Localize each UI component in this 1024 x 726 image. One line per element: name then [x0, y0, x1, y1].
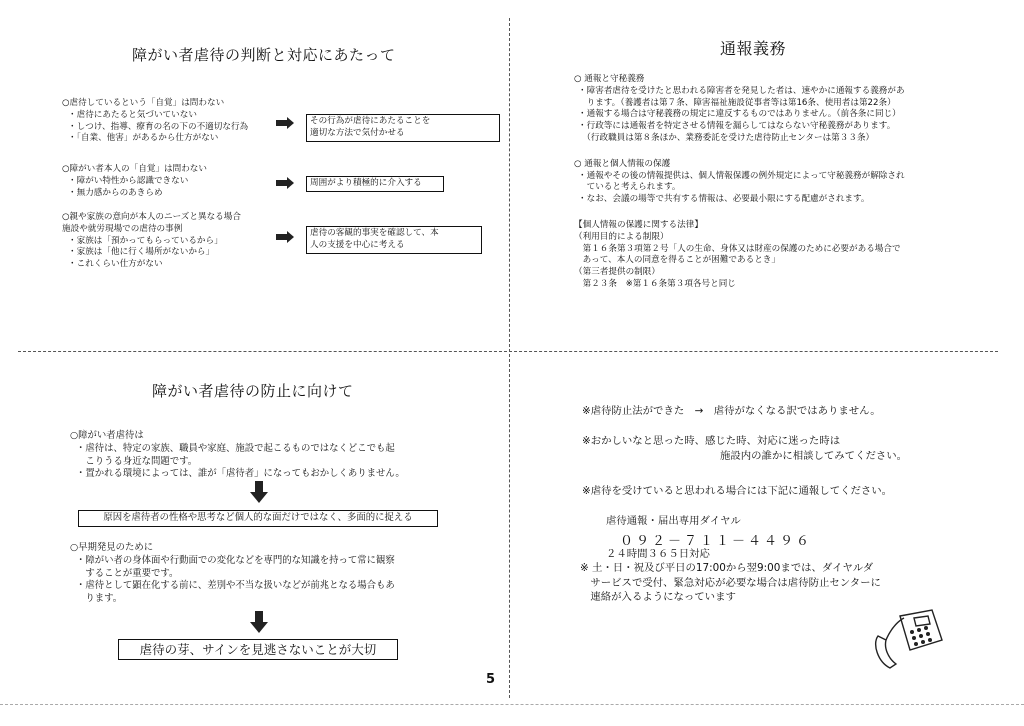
- service-hours: ２４時間３６５日対応: [606, 548, 710, 560]
- q1-s2-bullet: ・障がい特性から認識できない: [68, 175, 189, 186]
- q1-s3-line: 施設や就労現場での虐待の事例: [62, 223, 183, 234]
- q1-s3-bullet: ・家族は「預かってもらっているから」: [68, 235, 223, 246]
- q1-s1-bullet: ・「自業、他害」があるから仕方がない: [68, 133, 219, 144]
- right-arrow-icon: [276, 231, 294, 243]
- q2-line: 第１６条第３項第２号「人の生命、身体又は財産の保護のために必要がある場合で: [574, 243, 901, 254]
- q4-note-4-line: ※ 土・日・祝及び平日の17:00から翌9:00までは、ダイヤルダ: [580, 562, 874, 574]
- q2-body: [574, 74, 999, 291]
- q1-s2-head: ○障がい者本人の「自覚」は問わない: [62, 164, 207, 174]
- q4-note-2a: ※おかしいなと思った時、感じた時、対応に迷った時は: [582, 435, 841, 447]
- q1-s2-bullet: ・無力感からのあきらめ: [68, 187, 163, 198]
- q3-s2-line: ります。: [76, 593, 123, 605]
- q2-line: ・通報やその後の情報提供は、個人情報保護の例外規定によって守秘義務が解除され: [578, 170, 905, 181]
- q1-box-3: [306, 226, 482, 254]
- q4-note-4-line: 連絡が入るようになっています: [580, 591, 736, 603]
- q1-box-2: [306, 176, 444, 192]
- q1-box-2-line: 周囲がより積極的に介入する: [310, 178, 422, 188]
- q3-title: 障がい者虐待の防止に向けて: [152, 382, 354, 400]
- bottom-rule: [0, 704, 1024, 705]
- q1-box-3-line: 人の支援を中心に考える: [310, 239, 405, 250]
- horizontal-divider: [18, 351, 998, 352]
- q2-line: 第２３条 ※第１６条第３項各号と同じ: [574, 278, 736, 289]
- q1-s3-bullet: ・家族は「他に行く場所がないから」: [68, 247, 215, 258]
- q2-line: ります。（養護者は第７条、障害福祉施設従事者等は第16条、使用者は第22条）: [578, 97, 896, 108]
- q3-s2-line: することが重要です。: [76, 567, 179, 579]
- q2-line: ・障害者虐待を受けたと思われる障害者を発見した者は、速やかに通報する義務があ: [578, 85, 905, 96]
- q1-box-1: [306, 114, 500, 142]
- telephone-icon: [870, 606, 944, 670]
- q1-title: 障がい者虐待の判断と対応にあたって: [132, 46, 396, 64]
- q1-s1-bullet: ・しつけ、指導、療育の名の下の不適切な行為: [68, 121, 249, 132]
- q2-line: （利用目的による制限）: [574, 231, 669, 242]
- vertical-divider: [509, 18, 510, 698]
- q1-section-3: [62, 212, 241, 271]
- q2-line: ていると考えられます。: [578, 182, 681, 193]
- q1-box-1-line: 適切な方法で気付かせる: [310, 127, 405, 138]
- q4-note-2b: 施設内の誰かに相談してみてください。: [720, 450, 908, 462]
- q2-line: ・なお、会議の場等で共有する情報は、必要最小限にする配慮がされます。: [578, 194, 870, 205]
- q1-box-3-line: 虐待の客観的事実を確認して、本: [310, 228, 439, 238]
- q2-line: あって、本人の同意を得ることが困難であるとき」: [574, 255, 780, 266]
- q3-s2-line: ・虐待として顕在化する前に、差別や不当な扱いなどが前兆となる場合もあ: [76, 580, 395, 592]
- page-number: 5: [486, 672, 496, 687]
- q2-line: （行政職員は第８条ほか、業務委託を受けた虐待防止センターは第３３条）: [578, 132, 875, 143]
- q3-s2-line: ○早期発見のために: [70, 542, 154, 553]
- down-arrow-icon: [250, 611, 268, 633]
- q2-line: ○ 通報と個人情報の保護: [574, 158, 671, 169]
- right-arrow-icon: [276, 177, 294, 189]
- q3-box-1: 原因を虐待者の性格や思考など個人的な面だけではなく、多面的に捉える: [78, 510, 438, 527]
- q3-s1-line: こりうる身近な問題です。: [76, 455, 198, 467]
- q3-s1-line: ・虐待は、特定の家族、職員や家庭、施設で起こるものではなくどこでも起: [76, 442, 395, 454]
- q4-note-1: ※虐待防止法ができた → 虐待がなくなる訳ではありません。: [582, 405, 881, 417]
- q4-note-3: ※虐待を受けていると思われる場合には下記に通報してください。: [582, 485, 893, 497]
- q3-box-2: 虐待の芽、サインを見逃さないことが大切: [118, 639, 398, 660]
- q1-section-2: [62, 164, 207, 199]
- q3-s1-line: ・置かれる環境によっては、誰が「虐待者」になってもおかしくありません。: [76, 468, 405, 480]
- q1-s3-bullet: ・これくらい仕方がない: [68, 259, 163, 270]
- q4-note-4-line: サービスで受付、緊急対応が必要な場合は虐待防止センターに: [580, 576, 881, 589]
- q2-line: 【個人情報の保護に関する法律】: [574, 219, 703, 230]
- right-arrow-icon: [276, 117, 294, 129]
- q3-section-2: [70, 542, 470, 606]
- q1-s1-bullet: ・虐待にあたると気づいていない: [68, 109, 197, 120]
- q2-title: 通報義務: [720, 39, 787, 58]
- q2-line: ・行政等には通報者を特定させる情報を漏らしてはならない守秘義務があります。: [578, 121, 896, 132]
- down-arrow-icon: [250, 481, 268, 503]
- q2-line: （第三者提供の制限）: [574, 267, 660, 278]
- q3-section-1: [70, 430, 470, 481]
- q3-s1-line: ○障がい者虐待は: [70, 430, 144, 441]
- q1-box-1-line: その行為が虐待にあたることを: [310, 116, 431, 126]
- dial-label: 虐待通報・届出専用ダイヤル: [606, 515, 741, 527]
- q2-line: ・通報する場合は守秘義務の規定に違反するものではありません。（前各条に同じ）: [578, 109, 901, 120]
- q1-section-1: [62, 98, 248, 145]
- phone-number: ０９２－７１１－４４９６: [620, 534, 813, 549]
- q3-s2-line: ・障がい者の身体面や行動面での変化などを専門的な知識を持って常に観察: [76, 554, 395, 566]
- q1-s1-head: ○虐待しているという「自覚」は問わない: [62, 98, 225, 108]
- q4-note-4: [580, 561, 881, 605]
- q2-line: ○ 通報と守秘義務: [574, 74, 645, 84]
- q1-s3-head: ○親や家族の意向が本人のニーズと異なる場合: [62, 212, 241, 222]
